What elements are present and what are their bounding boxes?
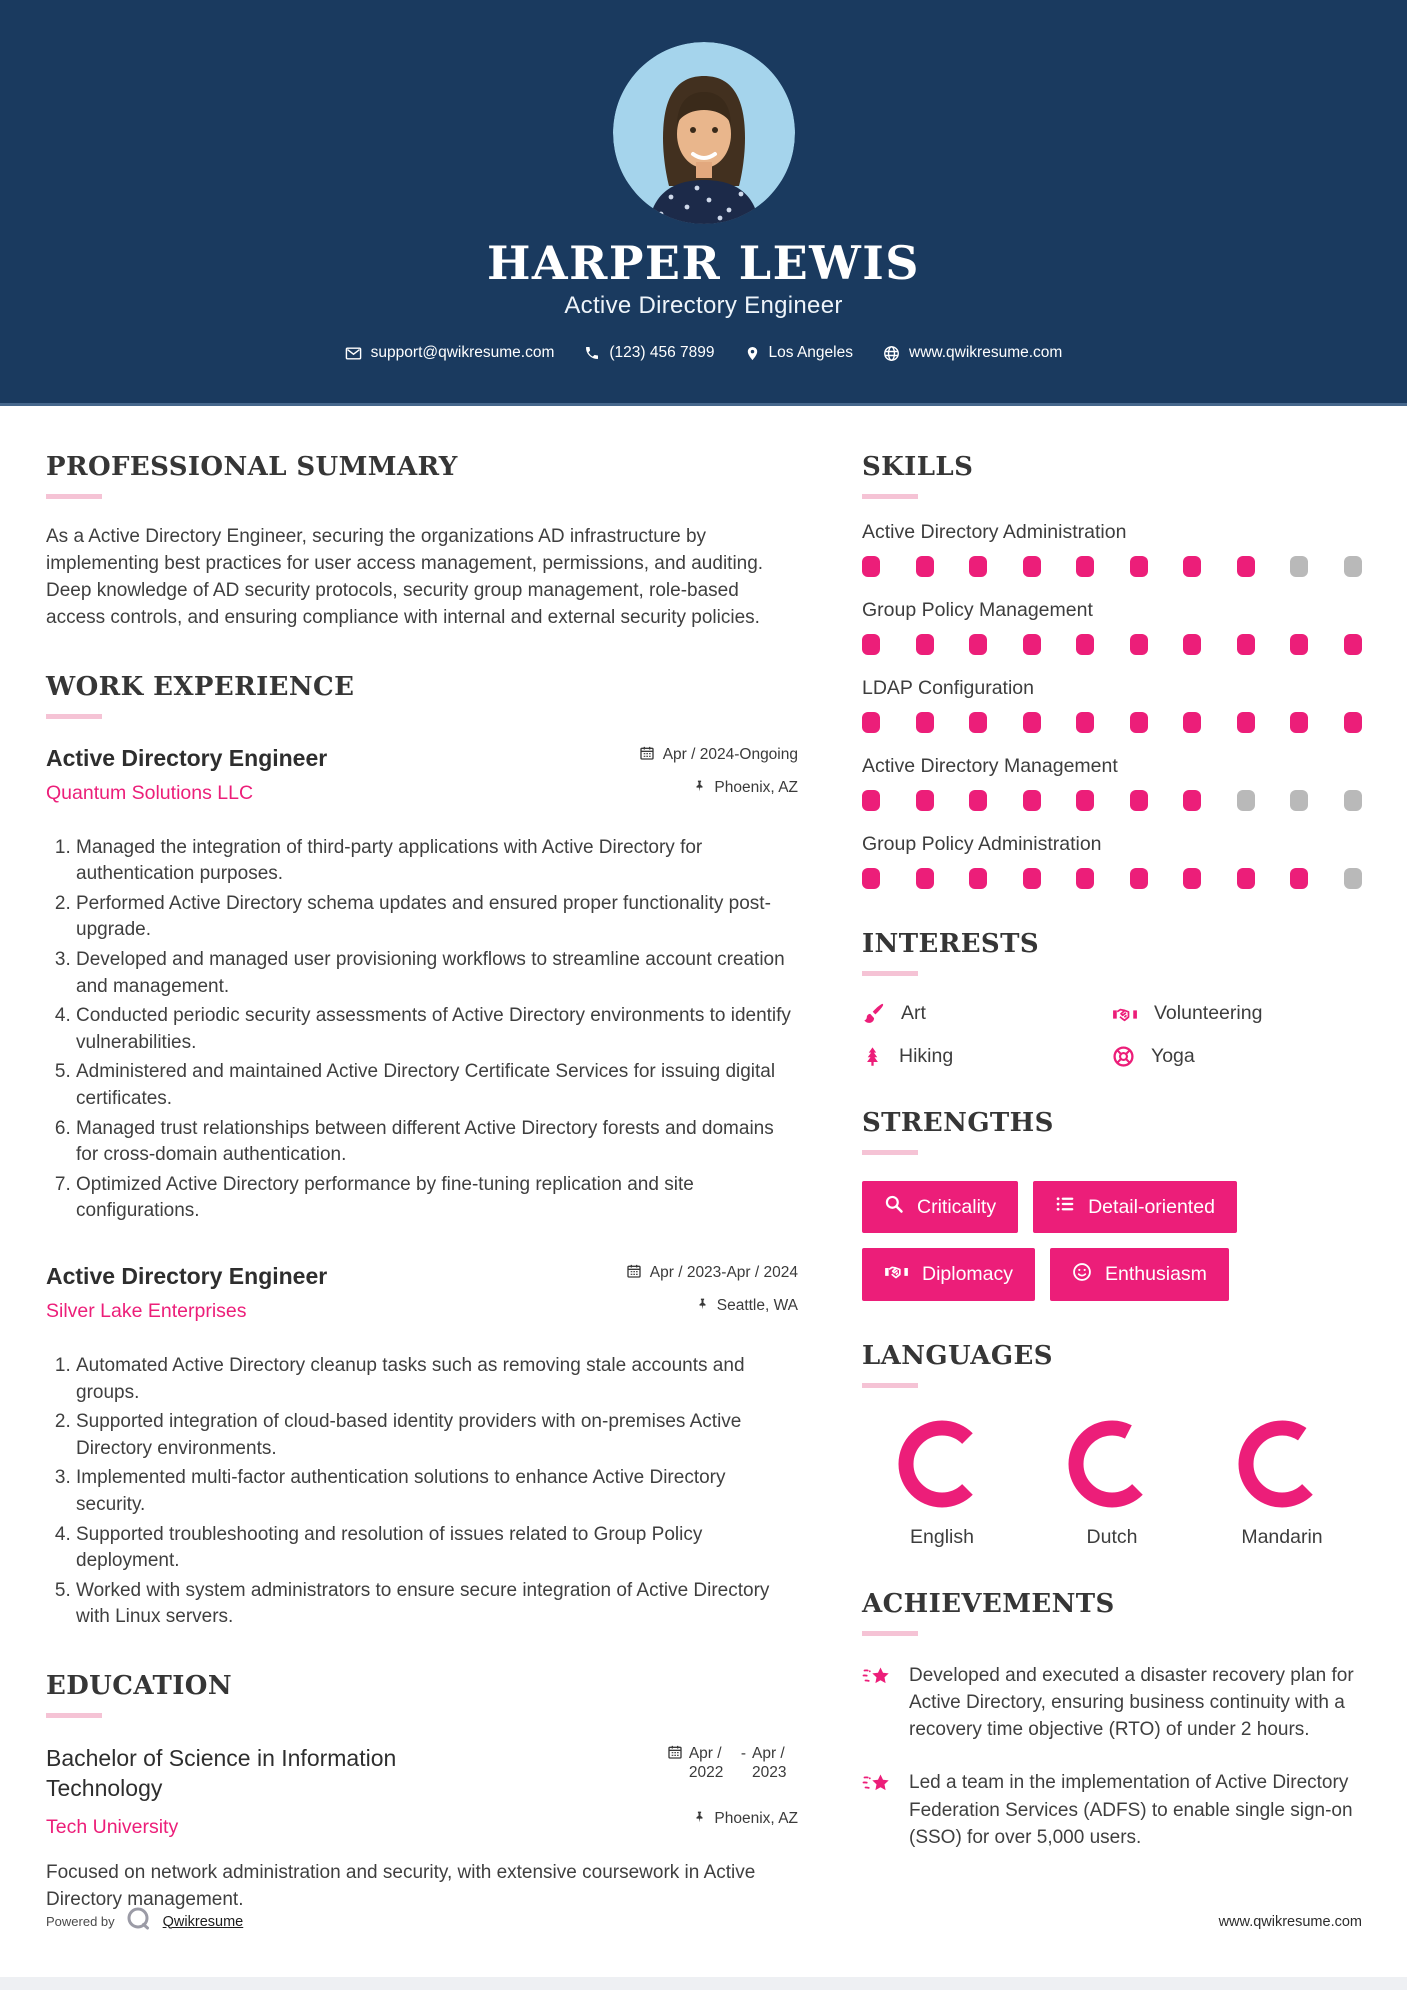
work-experience-section <box>46 672 798 1631</box>
skill-dot <box>1290 556 1308 577</box>
skill-dot <box>1023 556 1041 577</box>
powered-by <box>46 1905 243 1938</box>
skill-dot <box>1076 868 1094 889</box>
contact-website[interactable] <box>883 344 1062 362</box>
skill-dot <box>1344 634 1362 655</box>
skill-dot <box>1130 634 1148 655</box>
achievement-text: Developed and executed a disaster recovery plan for Active Directory, ensuring business continuity with a recovery time objective (RTO) of under 2 hours. <box>909 1665 1354 1741</box>
shooting-star-icon <box>862 1769 892 1850</box>
heading-rule <box>862 494 918 499</box>
skill-dot <box>1237 634 1255 655</box>
avatar <box>613 42 795 224</box>
education-location: Phoenix, AZ <box>714 1810 798 1828</box>
job-bullet: 5. Administered and maintained Active Directory Certificate Services for issuing digital certificates. <box>76 1059 798 1112</box>
strength-pill <box>862 1248 1035 1301</box>
job-date-row <box>639 745 798 766</box>
handshake-icon <box>884 1261 909 1288</box>
education-description: Focused on network administration and security, with extensive coursework in Active Directory management. <box>46 1861 756 1910</box>
skill-dot <box>1076 634 1094 655</box>
job-location-row <box>639 778 798 799</box>
skill-dot <box>1183 634 1201 655</box>
job-bullet: 4. Conducted periodic security assessments of Active Directory environments to identify vulnerabilities. <box>76 1003 798 1056</box>
skill-item <box>862 755 1362 811</box>
language-progress-ring <box>1066 1418 1158 1510</box>
heading-rule <box>862 971 918 976</box>
language-progress-ring <box>896 1418 988 1510</box>
skill-dot <box>969 790 987 811</box>
contact-phone-text: (123) 456 7899 <box>609 344 715 361</box>
interest-label: Art <box>901 1002 926 1024</box>
pine-tree-icon <box>862 1045 883 1068</box>
skill-rating <box>862 556 1362 577</box>
skill-dot <box>1076 790 1094 811</box>
interest-item <box>862 1045 1112 1068</box>
skill-dot <box>862 634 880 655</box>
job-bullet: 1. Automated Active Directory cleanup tasks such as removing stale accounts and groups. <box>76 1353 798 1406</box>
skill-dot <box>969 556 987 577</box>
education-section <box>46 1671 798 1913</box>
strength-pill <box>1033 1181 1237 1233</box>
achievement-item <box>862 1769 1362 1850</box>
skill-dot <box>1023 712 1041 733</box>
paintbrush-icon <box>862 1002 885 1025</box>
job-bullet: 7. Optimized Active Directory performance by fine-tuning replication and site configurations. <box>76 1172 798 1225</box>
interest-label: Hiking <box>899 1045 954 1067</box>
summary-section <box>46 452 798 632</box>
avatar-photo <box>613 42 795 224</box>
work-heading: WORK EXPERIENCE <box>46 671 355 702</box>
right-column <box>862 452 1362 1953</box>
education-heading: EDUCATION <box>46 1670 233 1701</box>
heading-rule <box>46 714 102 719</box>
languages-heading: LANGUAGES <box>862 1341 1053 1371</box>
lifebuoy-icon <box>1112 1045 1135 1068</box>
list-icon <box>1055 1194 1075 1220</box>
heading-rule <box>862 1150 918 1155</box>
contact-bar <box>0 344 1407 362</box>
shooting-star-icon <box>862 1662 892 1743</box>
email-icon <box>345 345 362 362</box>
skill-dot <box>1023 634 1041 655</box>
achievements-section <box>862 1589 1362 1851</box>
skill-dot <box>862 712 880 733</box>
skill-dot <box>1237 556 1255 577</box>
job-bullet: 1. Managed the integration of third-party applications with Active Directory for authentication purposes. <box>76 835 798 888</box>
skill-dot <box>862 556 880 577</box>
contact-phone[interactable] <box>584 344 714 362</box>
skill-rating <box>862 712 1362 733</box>
heading-rule <box>862 1383 918 1388</box>
footer-site-link[interactable]: www.qwikresume.com <box>1218 1913 1362 1930</box>
job-header <box>46 745 798 811</box>
skill-dot <box>969 712 987 733</box>
languages-section <box>862 1341 1362 1549</box>
job-header <box>46 1263 798 1329</box>
skill-dot <box>1130 556 1148 577</box>
skill-dot <box>916 634 934 655</box>
interests-heading: INTERESTS <box>862 929 1040 959</box>
skill-dot <box>969 634 987 655</box>
job-date-row <box>626 1263 798 1284</box>
language-label: English <box>910 1526 974 1548</box>
contact-website-text: www.qwikresume.com <box>909 344 1063 361</box>
strength-pill <box>862 1181 1018 1233</box>
interest-item <box>1112 1045 1362 1068</box>
job-title-block <box>46 745 327 805</box>
skill-label: Group Policy Administration <box>862 833 1102 855</box>
skill-label: Active Directory Management <box>862 755 1118 777</box>
job-company: Silver Lake Enterprises <box>46 1299 247 1322</box>
skill-item <box>862 599 1362 655</box>
strength-label: Enthusiasm <box>1105 1263 1207 1285</box>
education-school: Tech University <box>46 1815 179 1838</box>
skill-dot <box>969 868 987 889</box>
job-bullet-list <box>46 1353 798 1631</box>
magnifier-icon <box>884 1194 904 1220</box>
skill-dot <box>916 790 934 811</box>
skill-dot <box>1290 634 1308 655</box>
strength-label: Criticality <box>917 1195 997 1218</box>
skills-heading: SKILLS <box>862 452 974 482</box>
interest-item <box>1112 1002 1362 1025</box>
job-bullet: 2. Performed Active Directory schema updates and ensured proper functionality post-upgrade. <box>76 891 798 944</box>
skill-dot <box>916 556 934 577</box>
job-bullet: 3. Implemented multi-factor authentication solutions to enhance Active Directory security. <box>76 1465 798 1518</box>
skill-dot <box>1237 790 1255 811</box>
education-entry <box>46 1744 798 1839</box>
pushpin-icon <box>696 1296 709 1317</box>
strength-label: Detail-oriented <box>1088 1195 1215 1218</box>
location-pin-icon <box>745 345 760 362</box>
language-label: Mandarin <box>1241 1526 1323 1548</box>
job-bullet: 2. Supported integration of cloud-based identity providers with on-premises Active Directory environments. <box>76 1409 798 1462</box>
achievement-text: Led a team in the implementation of Active Directory Federation Services (ADFS) to enable single sign-on (SSO) for over 5,000 users. <box>909 1772 1353 1848</box>
page-bottom-edge <box>0 1977 1407 1990</box>
strength-pill <box>1050 1248 1229 1301</box>
interest-label: Volunteering <box>1154 1002 1263 1024</box>
skill-dot <box>1076 712 1094 733</box>
job-date: Apr / 2024-Ongoing <box>662 746 798 764</box>
skill-dot <box>916 712 934 733</box>
job-entry <box>46 745 798 1225</box>
language-item <box>1042 1418 1182 1549</box>
education-date-row <box>667 1744 798 1783</box>
job-bullet-list <box>46 835 798 1225</box>
smiley-icon <box>1072 1262 1092 1288</box>
skill-dot <box>1344 790 1362 811</box>
contact-email-text: support@qwikresume.com <box>370 344 555 361</box>
interest-item <box>862 1002 1112 1025</box>
skill-dot <box>862 868 880 889</box>
strengths-heading: STRENGTHS <box>862 1108 1054 1138</box>
skill-dot <box>1130 790 1148 811</box>
hero-header <box>0 0 1407 406</box>
handshake-icon <box>1112 1003 1138 1025</box>
education-date-end: Apr / 2023 <box>752 1744 787 1782</box>
language-progress-ring <box>1236 1418 1328 1510</box>
skill-dot <box>916 868 934 889</box>
heading-rule <box>46 494 102 499</box>
job-location: Seattle, WA <box>716 1297 798 1315</box>
skill-dot <box>1183 790 1201 811</box>
left-column <box>46 452 798 1953</box>
strengths-pills <box>862 1181 1362 1301</box>
strength-label: Diplomacy <box>922 1263 1014 1285</box>
interests-grid <box>862 1002 1362 1068</box>
education-date-separator: - <box>740 1744 746 1762</box>
skill-dot <box>1183 556 1201 577</box>
strengths-section <box>862 1108 1362 1301</box>
calendar-icon <box>639 745 655 766</box>
education-degree: Bachelor of Science in Information Technology <box>46 1744 397 1801</box>
pushpin-icon <box>693 1809 706 1830</box>
skill-dot <box>1344 556 1362 577</box>
skill-dot <box>1290 712 1308 733</box>
pushpin-icon <box>693 778 706 799</box>
skill-label: LDAP Configuration <box>862 677 1034 699</box>
summary-heading: PROFESSIONAL SUMMARY <box>46 452 458 482</box>
skill-dot <box>1130 868 1148 889</box>
job-date: Apr / 2023-Apr / 2024 <box>649 1264 798 1282</box>
job-title: Active Directory Engineer <box>46 1262 328 1289</box>
contact-location[interactable] <box>745 344 853 362</box>
job-location-row <box>626 1296 798 1317</box>
job-company: Quantum Solutions LLC <box>46 781 254 804</box>
skill-dot <box>1290 790 1308 811</box>
job-meta <box>639 745 798 811</box>
calendar-icon <box>626 1263 642 1284</box>
language-label: Dutch <box>1086 1526 1138 1548</box>
skill-rating <box>862 868 1362 889</box>
skill-dot <box>1183 712 1201 733</box>
languages-row <box>862 1418 1362 1549</box>
skill-dot <box>1130 712 1148 733</box>
achievement-item <box>862 1662 1362 1743</box>
skill-dot <box>1290 868 1308 889</box>
education-date-start: Apr / 2022 <box>688 1744 724 1782</box>
job-title: Active Directory Engineer <box>46 744 328 771</box>
skill-dot <box>1076 556 1094 577</box>
calendar-icon <box>667 1744 683 1783</box>
summary-text: As a Active Directory Engineer, securing the organizations AD infrastructure by implementing best practices for user access management, permissions, and auditing. Deep knowledge of AD security protocols, security group management, role-based access controls, and ensuring compliance with internal and external security policies. <box>46 526 764 629</box>
skill-item <box>862 521 1362 577</box>
job-title-block <box>46 1263 327 1323</box>
skill-dot <box>862 790 880 811</box>
contact-email[interactable] <box>345 344 555 362</box>
qwikresume-logo-icon <box>125 1905 153 1938</box>
heading-rule <box>46 1713 102 1718</box>
achievements-heading: ACHIEVEMENTS <box>862 1589 1115 1619</box>
content <box>0 406 1407 1953</box>
skill-dot <box>1023 868 1041 889</box>
skill-dot <box>1237 712 1255 733</box>
skill-label: Active Directory Administration <box>862 521 1127 543</box>
skill-dot <box>1237 868 1255 889</box>
interests-section <box>862 929 1362 1068</box>
heading-rule <box>862 1631 918 1636</box>
job-bullet: 4. Supported troubleshooting and resolution of issues related to Group Policy deployment. <box>76 1522 798 1575</box>
skill-dot <box>1344 868 1362 889</box>
language-item <box>1212 1418 1352 1549</box>
skills-section <box>862 452 1362 889</box>
job-location: Phoenix, AZ <box>714 779 798 797</box>
person-name: HARPER LEWIS <box>486 236 921 290</box>
skill-dot <box>1344 712 1362 733</box>
powered-by-label: Powered by <box>46 1914 115 1929</box>
footer <box>46 1905 1362 1938</box>
contact-location-text: Los Angeles <box>768 344 853 361</box>
job-entry <box>46 1263 798 1631</box>
job-meta <box>626 1263 798 1329</box>
education-title-block <box>46 1744 476 1839</box>
skill-label: Group Policy Management <box>862 599 1093 621</box>
job-bullet: 5. Worked with system administrators to ensure secure integration of Active Directory with Linux servers. <box>76 1578 798 1631</box>
person-title: Active Directory Engineer <box>564 292 843 319</box>
phone-icon <box>584 345 600 361</box>
skill-dot <box>1183 868 1201 889</box>
education-location-row <box>667 1809 798 1830</box>
skill-rating <box>862 790 1362 811</box>
language-item <box>872 1418 1012 1549</box>
qwikresume-link[interactable]: Qwikresume <box>162 1913 244 1930</box>
interest-label: Yoga <box>1151 1045 1195 1067</box>
education-meta <box>667 1744 798 1830</box>
skill-rating <box>862 634 1362 655</box>
skill-item <box>862 833 1362 889</box>
skill-dot <box>1023 790 1041 811</box>
skill-item <box>862 677 1362 733</box>
globe-icon <box>883 345 900 362</box>
job-bullet: 3. Developed and managed user provisioning workflows to streamline account creation and management. <box>76 947 798 1000</box>
job-bullet: 6. Managed trust relationships between different Active Directory forests and domains for cross-domain authentication. <box>76 1116 798 1169</box>
